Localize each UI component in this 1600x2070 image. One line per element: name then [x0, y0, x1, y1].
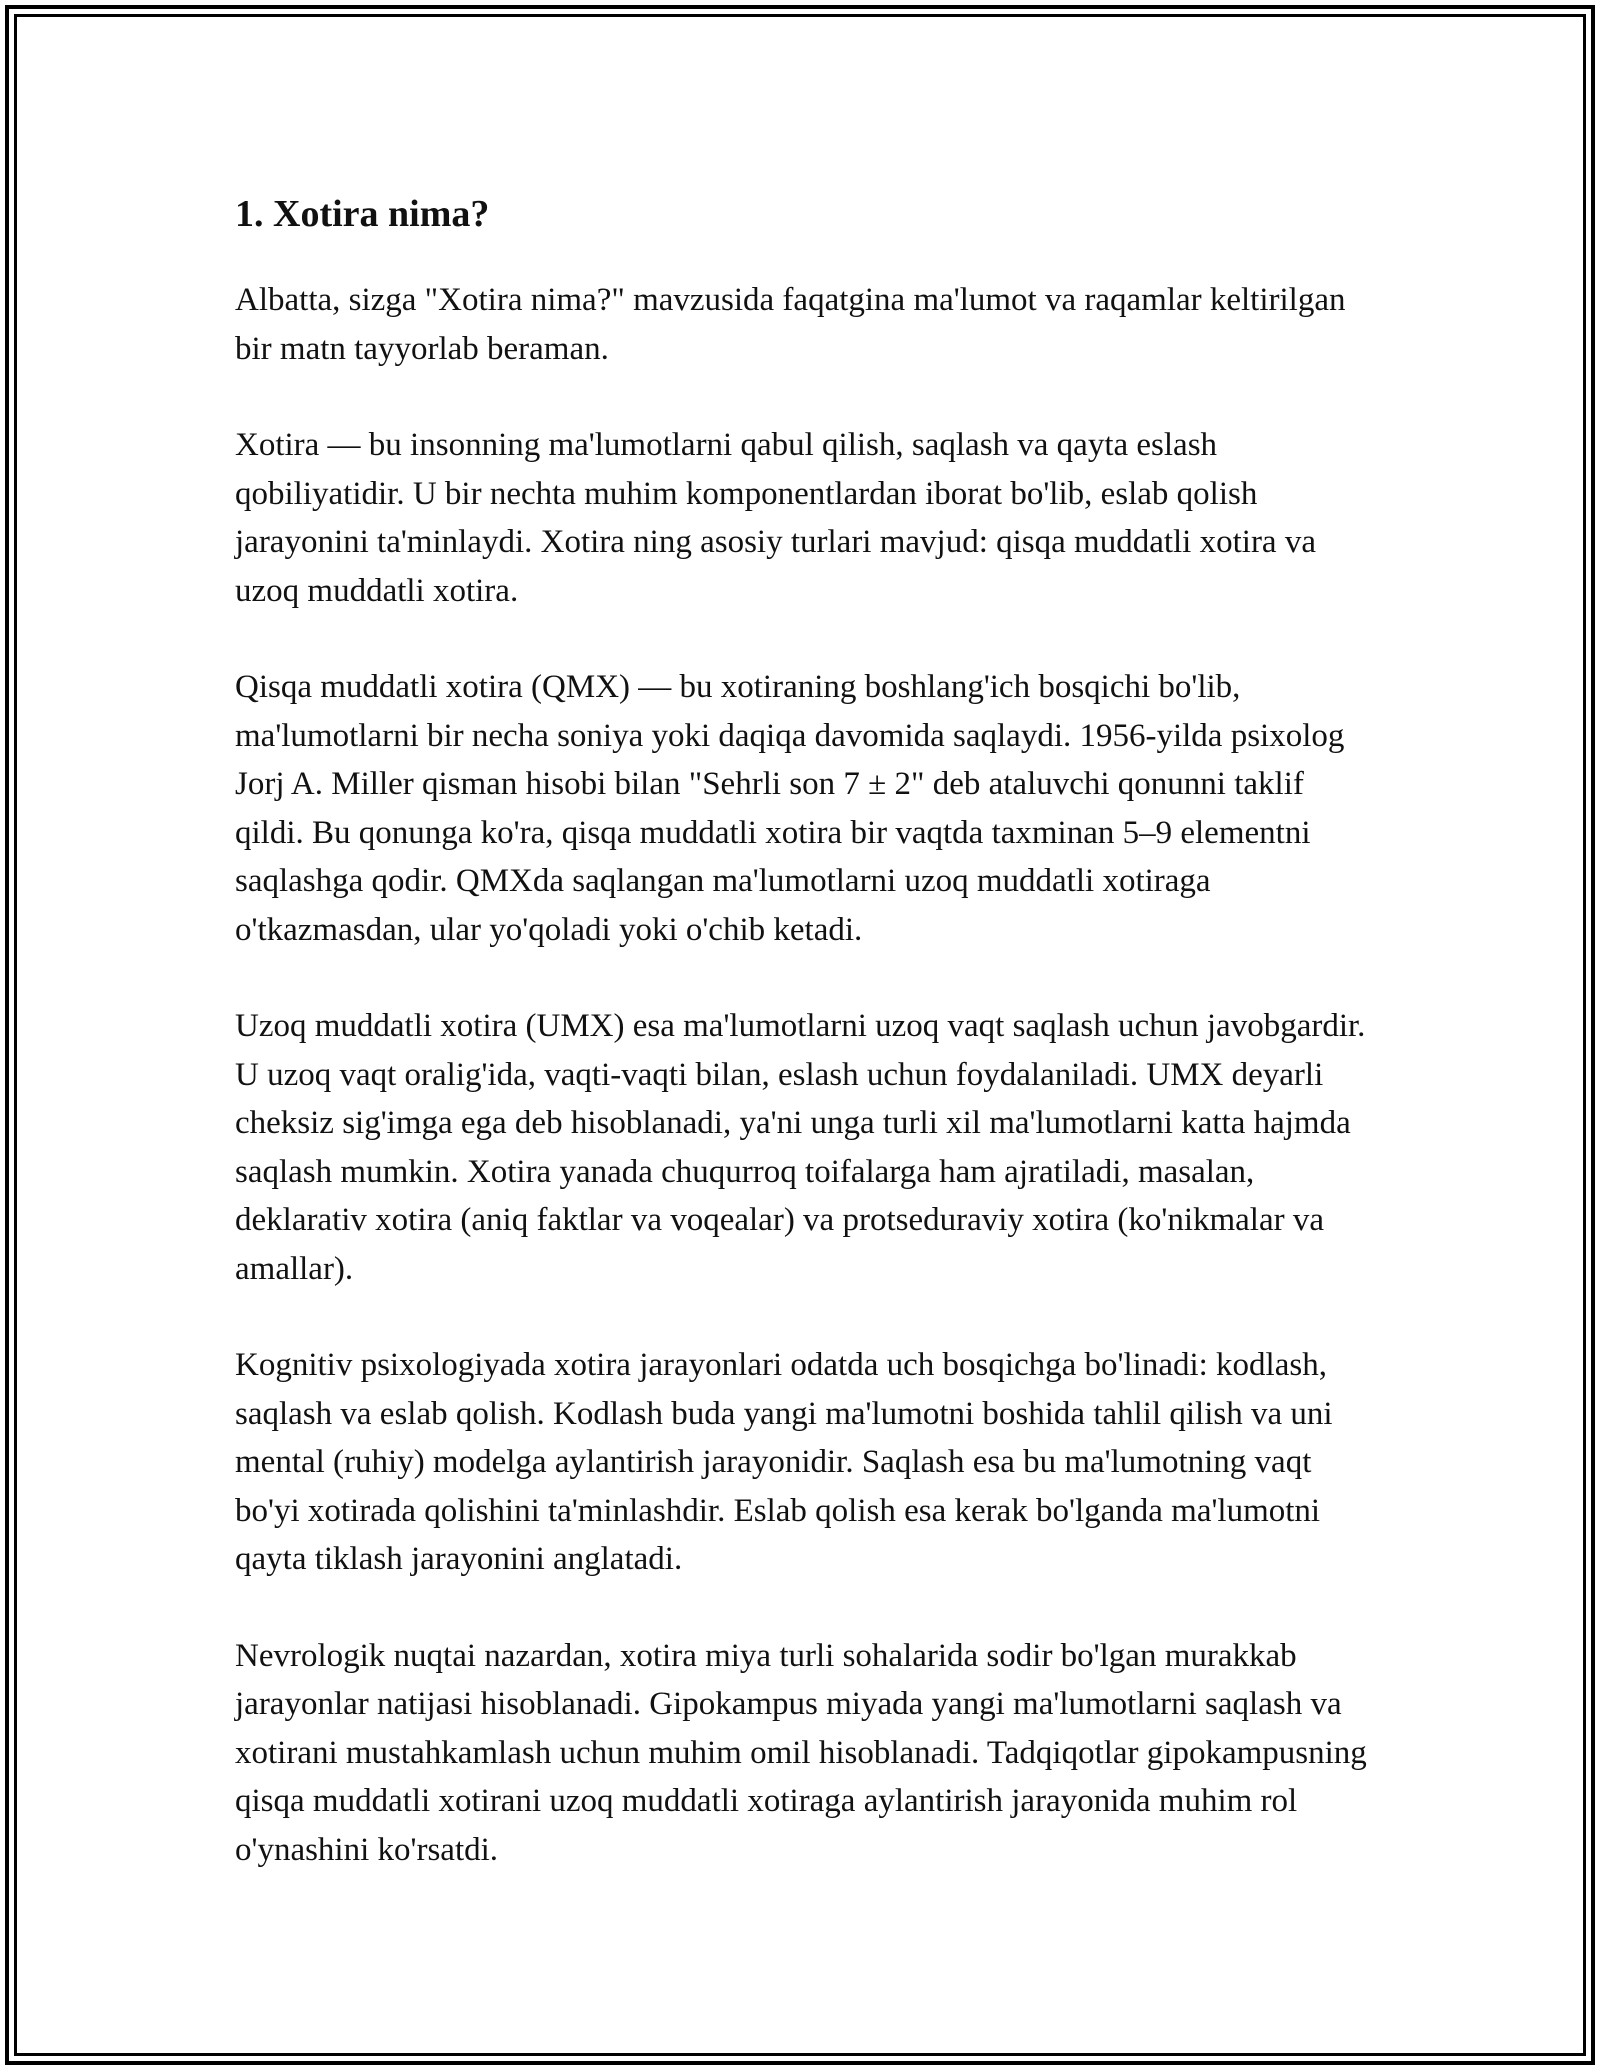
paragraph-short-term-memory: Qisqa muddatli xotira (QMX) — bu xotiraning boshlang'ich bosqichi bo'lib, ma'lumotlarni bir necha soniya yoki daqiqa davomida saqlaydi. 1956-yilda psixolog Jorj A. Miller qisman hisobi bilan "Sehrli son 7 ± 2" deb ataluvchi qonunni taklif qildi. Bu qonunga ko'ra, qisqa muddatli xotira bir vaqtda taxminan 5–9 elementni saqlashga qodir. QMXda saqlangan ma'lumotlarni uzoq muddatli xotiraga o'tkazmasdan, ular yo'qoladi yoki o'chib ketadi.	[235, 669, 1345, 948]
paragraph-neurology: Nevrologik nuqtai nazardan, xotira miya turli sohalarida sodir bo'lgan murakkab jarayonlar natijasi hisoblanadi. Gipokampus miyada yangi ma'lumotlarni saqlash va xotirani mustahkamlash uchun muhim omil hisoblanadi. Tadqiqotlar gipokampusning qisqa muddatli xotirani uzoq muddatli xotiraga aylantirish jarayonida muhim rol o'ynashini ko'rsatdi.	[235, 1637, 1367, 1868]
document-body	[235, 180, 1375, 1922]
paragraph-intro: Albatta, sizga "Xotira nima?" mavzusida faqatgina ma'lumot va raqamlar keltirilgan bir matn tayyorlab beraman.	[235, 282, 1346, 367]
paragraph-long-term-memory: Uzoq muddatli xotira (UMX) esa ma'lumotlarni uzoq vaqt saqlash uchun javobgardir. U uzoq vaqt oralig'ida, vaqti-vaqti bilan, eslash uchun foydalaniladi. UMX deyarli cheksiz sig'imga ega deb hisoblanadi, ya'ni unga turli xil ma'lumotlarni katta hajmda saqlash mumkin. Xotira yanada chuqurroq toifalarga ham ajratiladi, masalan, deklarativ xotira (aniq faktlar va voqealar) va protseduraviy xotira (ko'nikmalar va amallar).	[235, 1008, 1366, 1287]
paragraph-definition: Xotira — bu insonning ma'lumotlarni qabul qilish, saqlash va qayta eslash qobiliyatidir. U bir nechta muhim komponentlardan iborat bo'lib, eslab qolish jarayonini ta'minlaydi. Xotira ning asosiy turlari mavjud: qisqa muddatli xotira va uzoq muddatli xotira.	[235, 427, 1316, 609]
paragraph-memory-stages: Kognitiv psixologiyada xotira jarayonlari odatda uch bosqichga bo'linadi: kodlash, saqlash va eslab qolish. Kodlash buda yangi ma'lumotni boshida tahlil qilish va uni mental (ruhiy) modelga aylantirish jarayonidir. Saqlash esa bu ma'lumotning vaqt bo'yi xotirada qolishini ta'minlashdir. Eslab qolish esa kerak bo'lganda ma'lumotni qayta tiklash jarayonini anglatadi.	[235, 1347, 1333, 1577]
section-heading: 1. Xotira nima?	[235, 193, 490, 235]
